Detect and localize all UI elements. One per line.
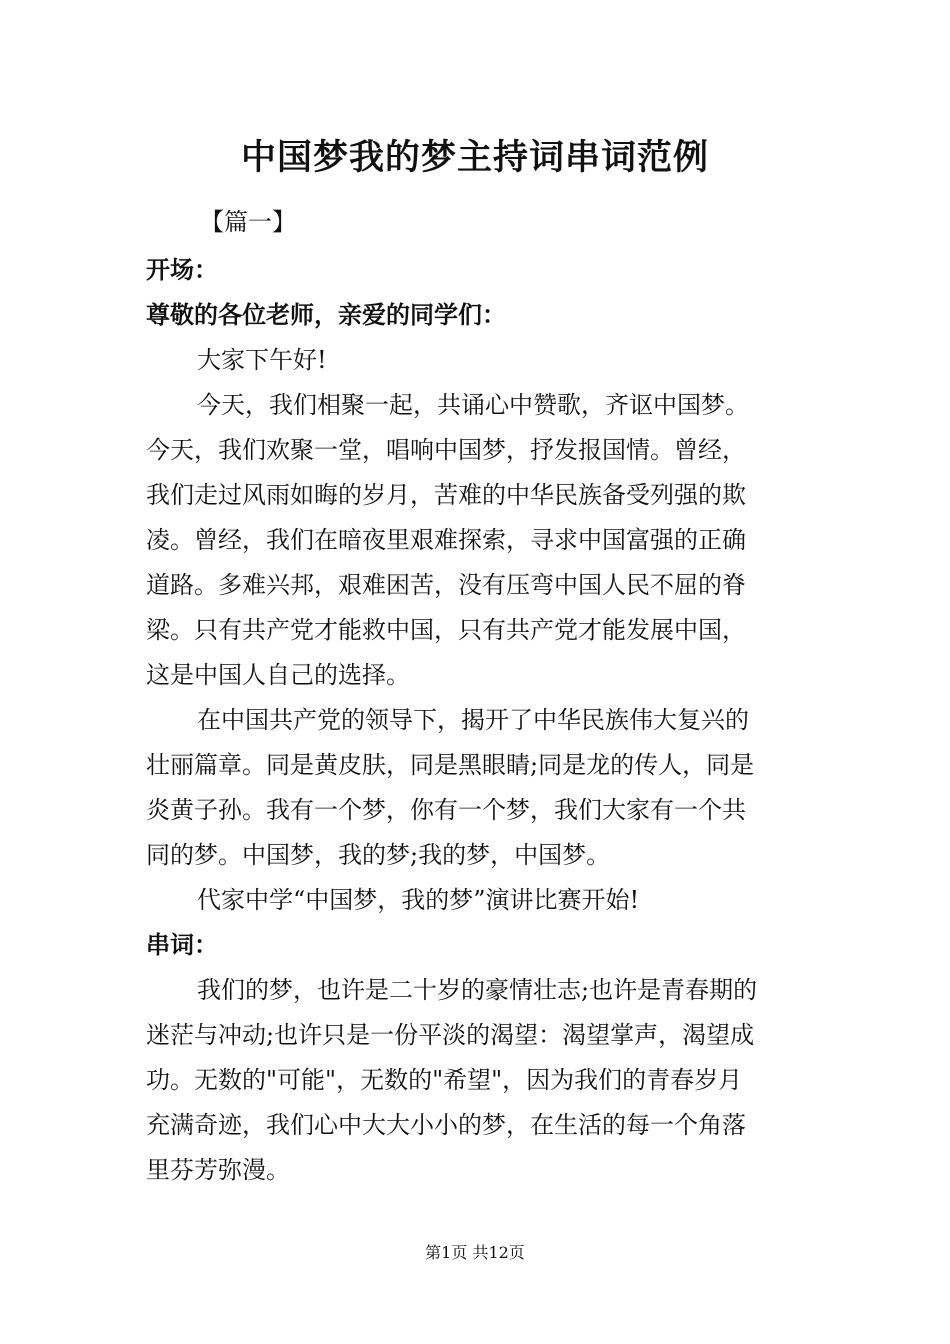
paragraph-line: 这是中国人自己的选择。 <box>146 661 410 689</box>
paragraph-line: 我们走过风雨如晦的岁月，苦难的中华民族备受列强的欺 <box>146 481 746 509</box>
paragraph-line: 在中国共产党的领导下，揭开了中华民族伟大复兴的 <box>197 706 749 734</box>
paragraph-line: 道路。多难兴邦，艰难困苦，没有压弯中国人民不屈的脊 <box>146 571 746 599</box>
paragraph-line: 充满奇迹，我们心中大大小小的梦，在生活的每一个角落 <box>146 1111 746 1139</box>
paragraph-line: 凌。曾经，我们在暗夜里艰难探索，寻求中国富强的正确 <box>146 526 746 554</box>
paragraph-line: 代家中学“中国梦，我的梦”演讲比赛开始! <box>197 886 640 914</box>
paragraph-line: 我们的梦，也许是二十岁的豪情壮志;也许是青春期的 <box>197 976 758 1004</box>
paragraph-line: 炎黄子孙。我有一个梦，你有一个梦，我们大家有一个共 <box>146 796 746 824</box>
paragraph-line: 大家下午好! <box>197 346 327 374</box>
paragraph-line: 迷茫与冲动;也许只是一份平淡的渴望：渴望掌声，渴望成 <box>146 1021 755 1049</box>
document-title: 中国梦我的梦主持词串词范例 <box>240 137 709 178</box>
paragraph-line: 梁。只有共产党才能救中国，只有共产党才能发展中国， <box>146 616 746 644</box>
paragraph-line: 今天，我们相聚一起，共诵心中赞歌，齐讴中国梦。 <box>197 391 749 419</box>
section-label: 【篇一】 <box>200 208 296 236</box>
paragraph-line: 里芬芳弥漫。 <box>146 1156 290 1184</box>
paragraph-line: 功。无数的"可能"，无数的"希望"，因为我们的青春岁月 <box>146 1066 743 1094</box>
paragraph-line: 壮丽篇章。同是黄皮肤，同是黑眼睛;同是龙的传人，同是 <box>146 751 755 779</box>
greeting-line: 尊敬的各位老师，亲爱的同学们： <box>146 300 506 329</box>
paragraph-line: 今天，我们欢聚一堂，唱响中国梦，抒发报国情。曾经， <box>146 436 746 464</box>
page-footer: 第1页 共12页 <box>425 1243 525 1262</box>
opening-label: 开场： <box>146 255 218 284</box>
interlude-label: 串词： <box>146 930 218 959</box>
paragraph-line: 同的梦。中国梦，我的梦;我的梦，中国梦。 <box>146 841 611 869</box>
